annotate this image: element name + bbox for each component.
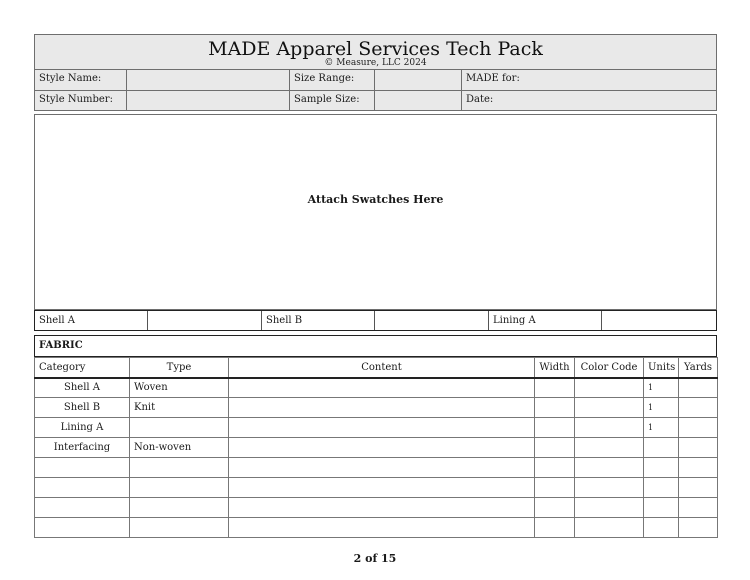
info-row-2 [35, 90, 716, 111]
color-code-cell[interactable] [575, 378, 644, 398]
width-cell[interactable] [535, 398, 575, 418]
type-cell[interactable]: Knit [130, 398, 229, 418]
type-cell[interactable] [130, 418, 229, 438]
category-cell[interactable]: Shell B [35, 398, 130, 418]
yards-cell[interactable] [679, 478, 718, 498]
swatch-label-row [34, 310, 717, 331]
swatch-attach-area[interactable] [34, 114, 717, 310]
units-cell[interactable] [644, 498, 679, 518]
table-row [35, 498, 718, 518]
fabric-section-title: FABRIC [34, 335, 717, 357]
yards-cell[interactable] [679, 378, 718, 398]
width-cell[interactable] [535, 498, 575, 518]
fabric-header-row [35, 358, 718, 378]
units-cell[interactable] [644, 458, 679, 478]
width-cell[interactable] [535, 458, 575, 478]
content-cell[interactable] [229, 418, 535, 438]
shell-a-swatch-field[interactable] [148, 311, 262, 330]
style-number-label: Style Number: [35, 90, 127, 111]
width-cell[interactable] [535, 438, 575, 458]
width-cell[interactable] [535, 418, 575, 438]
width-cell[interactable] [535, 518, 575, 538]
style-name-label: Style Name: [35, 69, 127, 90]
color-code-cell[interactable] [575, 438, 644, 458]
units-cell[interactable]: 1 [644, 418, 679, 438]
category-cell[interactable] [35, 458, 130, 478]
column-header-yards: Yards [679, 358, 718, 378]
category-cell[interactable]: Interfacing [35, 438, 130, 458]
color-code-cell[interactable] [575, 518, 644, 538]
units-cell[interactable] [644, 478, 679, 498]
yards-cell[interactable] [679, 418, 718, 438]
width-cell[interactable] [535, 378, 575, 398]
content-cell[interactable] [229, 398, 535, 418]
color-code-cell[interactable] [575, 458, 644, 478]
table-row [35, 438, 718, 458]
table-row [35, 478, 718, 498]
category-cell[interactable] [35, 518, 130, 538]
type-cell[interactable]: Woven [130, 378, 229, 398]
date-label[interactable]: Date: [466, 94, 494, 105]
shell-a-swatch-label: Shell A [35, 311, 148, 330]
fabric-table [34, 357, 718, 538]
table-row [35, 398, 718, 418]
size-range-label: Size Range: [290, 69, 375, 90]
category-cell[interactable] [35, 498, 130, 518]
color-code-cell[interactable] [575, 478, 644, 498]
column-header-type: Type [130, 358, 229, 378]
column-header-content: Content [229, 358, 535, 378]
yards-cell[interactable] [679, 518, 718, 538]
type-cell[interactable] [130, 498, 229, 518]
category-cell[interactable]: Shell A [35, 378, 130, 398]
content-cell[interactable] [229, 438, 535, 458]
content-cell[interactable] [229, 478, 535, 498]
units-cell[interactable] [644, 518, 679, 538]
title-bar [35, 35, 716, 70]
style-number-field[interactable] [127, 90, 290, 111]
yards-cell[interactable] [679, 498, 718, 518]
yards-cell[interactable] [679, 458, 718, 478]
table-row [35, 418, 718, 438]
column-header-color-code: Color Code [575, 358, 644, 378]
page-title: MADE Apparel Services Tech Pack [208, 38, 543, 60]
lining-a-swatch-field[interactable] [602, 311, 715, 330]
units-cell[interactable] [644, 438, 679, 458]
size-range-field[interactable] [375, 69, 462, 90]
type-cell[interactable] [130, 458, 229, 478]
copyright-notice: © Measure, LLC 2024 [324, 58, 427, 68]
category-cell[interactable]: Lining A [35, 418, 130, 438]
tech-pack-header [34, 34, 717, 111]
column-header-units: Units [644, 358, 679, 378]
swatch-placeholder-label: Attach Swatches Here [307, 193, 444, 206]
lining-a-swatch-label: Lining A [489, 311, 602, 330]
content-cell[interactable] [229, 378, 535, 398]
category-cell[interactable] [35, 478, 130, 498]
sample-size-label: Sample Size: [290, 90, 375, 111]
style-name-field[interactable] [127, 69, 290, 90]
color-code-cell[interactable] [575, 498, 644, 518]
column-header-category: Category [35, 358, 130, 378]
color-code-cell[interactable] [575, 418, 644, 438]
width-cell[interactable] [535, 478, 575, 498]
type-cell[interactable] [130, 518, 229, 538]
table-row [35, 518, 718, 538]
made-for-label[interactable]: MADE for: [466, 73, 520, 84]
table-row [35, 378, 718, 398]
content-cell[interactable] [229, 518, 535, 538]
content-cell[interactable] [229, 498, 535, 518]
units-cell[interactable]: 1 [644, 378, 679, 398]
shell-b-swatch-label: Shell B [262, 311, 375, 330]
table-row [35, 458, 718, 478]
type-cell[interactable] [130, 478, 229, 498]
color-code-cell[interactable] [575, 398, 644, 418]
units-cell[interactable]: 1 [644, 398, 679, 418]
page-indicator: 2 of 15 [353, 552, 397, 565]
info-row-1 [35, 69, 716, 91]
content-cell[interactable] [229, 458, 535, 478]
sample-size-field[interactable] [375, 90, 462, 111]
yards-cell[interactable] [679, 398, 718, 418]
shell-b-swatch-field[interactable] [375, 311, 489, 330]
column-header-width: Width [535, 358, 575, 378]
type-cell[interactable]: Non-woven [130, 438, 229, 458]
yards-cell[interactable] [679, 438, 718, 458]
